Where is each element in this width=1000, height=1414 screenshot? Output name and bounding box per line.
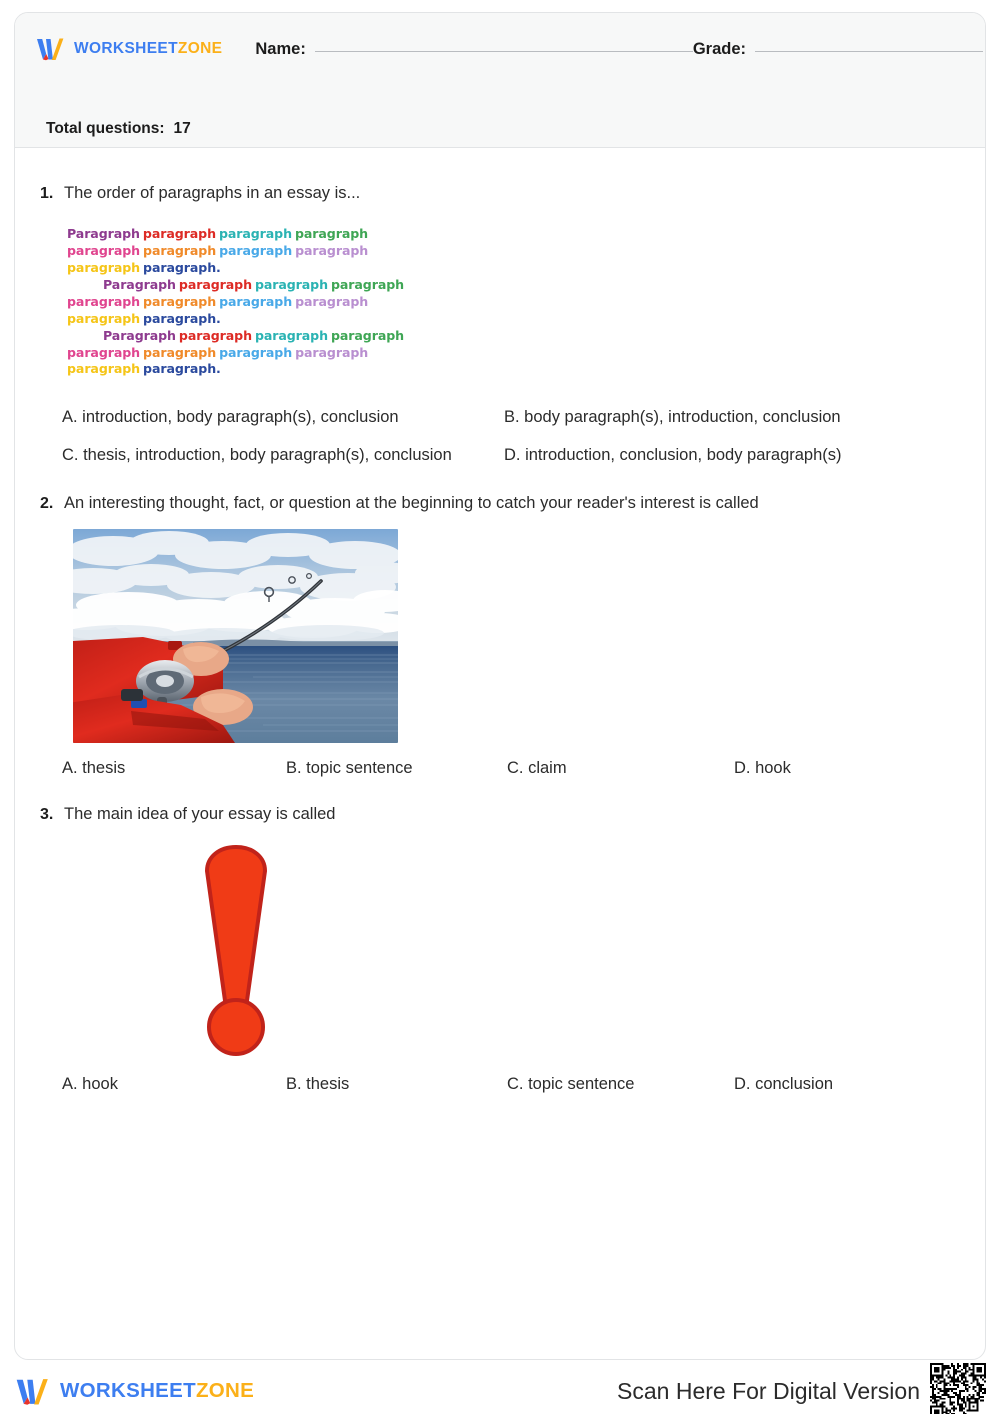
question-1 <box>15 149 985 465</box>
paragraph-graphic-line <box>67 328 985 345</box>
questions-list <box>15 149 985 1094</box>
worksheet-card <box>14 12 986 1360</box>
paragraph-word: paragraph <box>143 243 217 259</box>
total-questions <box>46 120 191 138</box>
question-3 <box>15 778 985 1094</box>
question-1-option-d[interactable]: D. introduction, conclusion, body paragraph(s) <box>504 446 842 465</box>
paragraph-word: Paragraph <box>103 327 176 343</box>
paragraph-graphic-line <box>67 345 985 362</box>
exclamation-mark-graphic <box>195 843 277 1058</box>
total-questions-count: 17 <box>173 120 191 137</box>
footer-brand-name-part1: WORKSHEET <box>60 1379 196 1402</box>
paragraph-word: paragraph. <box>143 260 221 276</box>
paragraph-word: paragraph <box>67 344 141 360</box>
paragraph-word: paragraph <box>67 260 141 276</box>
paragraph-word: paragraph <box>142 226 216 242</box>
name-input-line[interactable] <box>315 51 693 52</box>
paragraph-word: paragraph <box>218 226 292 242</box>
paragraph-word: paragraph <box>219 243 293 259</box>
paragraph-word: paragraph <box>178 327 252 343</box>
paragraph-word: paragraph <box>330 327 404 343</box>
question-2-option-b[interactable]: B. topic sentence <box>286 758 413 777</box>
qr-code-icon[interactable] <box>930 1363 986 1414</box>
footer-brand-logo-text <box>60 1379 254 1403</box>
paragraph-word: paragraph <box>219 344 293 360</box>
name-label: Name: <box>255 39 306 58</box>
paragraph-word: paragraph <box>294 226 368 242</box>
question-1-options-row-1 <box>15 408 985 427</box>
worksheet-zone-logo-icon <box>35 35 65 63</box>
question-1-text: The order of paragraphs in an essay is... <box>64 184 361 202</box>
paragraph-graphic-line <box>67 226 985 243</box>
brand-name-part1: WORKSHEET <box>74 40 178 57</box>
grade-field <box>693 40 983 59</box>
paragraph-word: paragraph <box>330 277 404 293</box>
question-3-number: 3. <box>40 805 54 823</box>
question-1-option-a[interactable]: A. introduction, body paragraph(s), conclusion <box>62 408 399 427</box>
brand-logo <box>35 35 222 63</box>
paragraph-word: paragraph <box>254 327 328 343</box>
paragraph-word: paragraph <box>67 243 141 259</box>
paragraph-word: Paragraph <box>103 277 176 293</box>
question-2 <box>15 465 985 777</box>
paragraph-word: paragraph. <box>143 310 221 326</box>
question-2-option-d[interactable]: D. hook <box>734 758 791 777</box>
question-3-text: The main idea of your essay is called <box>64 804 336 823</box>
fishing-photo <box>73 529 398 743</box>
grade-input-line[interactable] <box>755 51 983 52</box>
question-2-text: An interesting thought, fact, or question at the beginning to catch your reader's interest is called <box>64 494 759 513</box>
question-2-number: 2. <box>40 495 54 513</box>
question-1-option-c[interactable]: C. thesis, introduction, body paragraph(s), conclusion <box>62 446 452 465</box>
paragraph-word: paragraph <box>67 361 141 377</box>
paragraph-word: paragraph <box>178 277 252 293</box>
question-3-head <box>15 804 985 825</box>
question-1-options-row-2 <box>15 446 985 465</box>
paragraph-word: paragraph <box>143 344 217 360</box>
paragraph-word: paragraph. <box>143 361 221 377</box>
total-questions-label: Total questions: <box>46 120 165 137</box>
question-3-media <box>73 839 398 1061</box>
paragraph-word: paragraph <box>67 293 141 309</box>
paragraph-graphic-line <box>67 361 985 378</box>
paragraph-word: paragraph <box>219 293 293 309</box>
paragraph-word: paragraph <box>67 310 141 326</box>
question-2-options <box>15 759 985 778</box>
paragraph-graphic-line <box>67 243 985 260</box>
question-1-head <box>15 183 985 204</box>
question-3-option-b[interactable]: B. thesis <box>286 1075 350 1094</box>
paragraph-graphic-line <box>67 277 985 294</box>
footer-brand-logo <box>14 1375 254 1408</box>
header-row <box>35 32 965 66</box>
paragraph-word: paragraph <box>254 277 328 293</box>
worksheet-zone-logo-icon <box>14 1375 50 1408</box>
paragraph-word: paragraph <box>295 344 369 360</box>
paragraph-word: paragraph <box>295 243 369 259</box>
paragraph-word: paragraph <box>143 293 217 309</box>
paragraph-word: Paragraph <box>67 226 140 242</box>
brand-logo-text <box>74 40 222 58</box>
question-2-head <box>15 493 985 514</box>
paragraph-word: paragraph <box>295 293 369 309</box>
grade-label: Grade: <box>692 39 746 58</box>
question-3-option-c[interactable]: C. topic sentence <box>507 1075 635 1094</box>
name-field <box>255 40 692 59</box>
worksheet-footer <box>14 1368 986 1414</box>
paragraph-graphic-line <box>67 260 985 277</box>
question-2-option-c[interactable]: C. claim <box>507 758 567 777</box>
paragraph-graphic-line <box>67 294 985 311</box>
question-1-option-b[interactable]: B. body paragraph(s), introduction, conclusion <box>504 408 841 427</box>
question-2-media <box>73 529 985 743</box>
question-2-option-a[interactable]: A. thesis <box>62 758 126 777</box>
question-3-option-d[interactable]: D. conclusion <box>734 1075 834 1094</box>
scan-here-text: Scan Here For Digital Version <box>617 1377 920 1404</box>
worksheet-header <box>15 13 985 148</box>
footer-brand-name-part2: ZONE <box>195 1379 255 1402</box>
question-1-number: 1. <box>40 185 54 202</box>
colored-paragraph-graphic <box>67 226 985 378</box>
question-3-option-a[interactable]: A. hook <box>62 1075 118 1094</box>
question-3-options <box>15 1075 985 1094</box>
brand-name-part2: ZONE <box>177 40 223 57</box>
paragraph-graphic-line <box>67 311 985 328</box>
